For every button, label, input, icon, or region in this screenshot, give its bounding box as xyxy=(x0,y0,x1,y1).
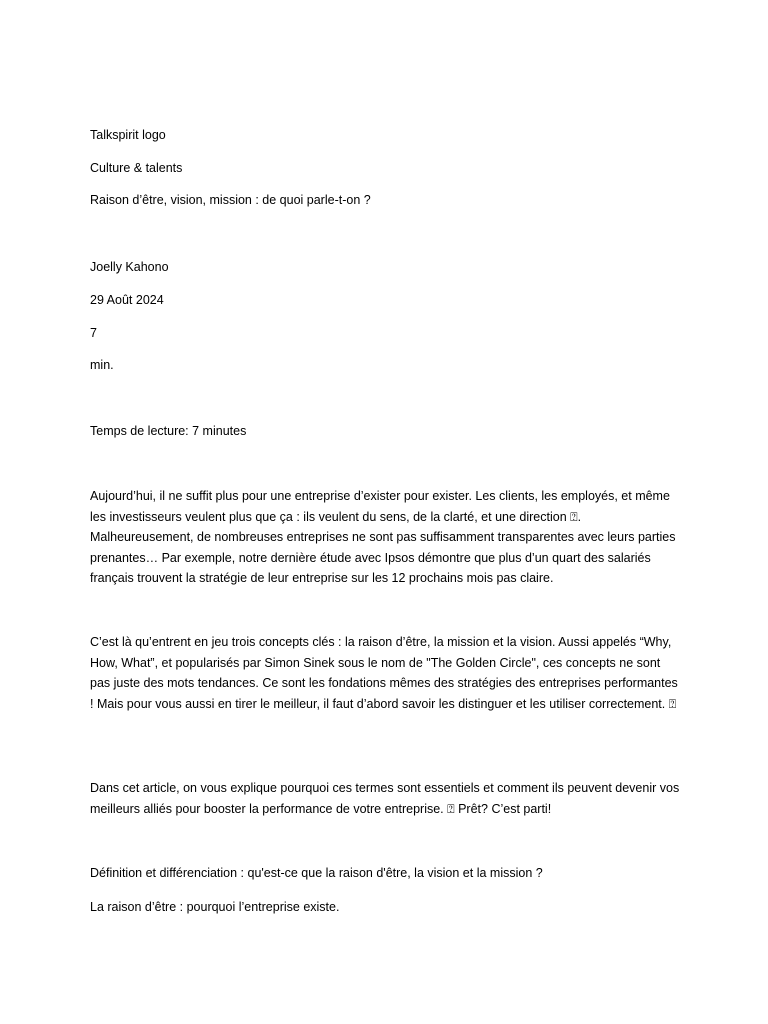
article-title: Raison d’être, vision, mission : de quoi parle-t-on ? xyxy=(90,193,371,207)
author-name: Joelly Kahono xyxy=(90,260,169,274)
publish-date: 29 Août 2024 xyxy=(90,293,164,307)
category-label: Culture & talents xyxy=(90,161,183,175)
reading-time: Temps de lecture: 7 minutes xyxy=(90,424,247,438)
section-heading: Définition et différenciation : qu'est-ce que la raison d'être, la vision et la mission ? xyxy=(90,866,543,880)
concepts-paragraph: C’est là qu’entrent en jeu trois concepts clés : la raison d’être, la mission et la vision. Aussi appelés “Why, How, What”, et popularisés par Simon Sinek sous le nom de "The Golden Circle", ces concepts ne sont pas juste des mots tendances. Ce sont les fondations mêmes des stratégies des entreprises performantes ! Mais pour vous aussi en tirer le meilleur, il faut d’abord savoir les distinguer et les utiliser correctement. ⍰ xyxy=(90,635,678,711)
article-intro-paragraph: Dans cet article, on vous explique pourquoi ces termes sont essentiels et comment ils peuvent devenir vos meilleurs alliés pour booster la performance de votre entreprise. ⍰ Prêt? C’est parti! xyxy=(90,781,680,816)
intro-paragraph: Aujourd’hui, il ne suffit plus pour une entreprise d’exister pour exister. Les clients, les employés, et même les investisseurs veulent plus que ça : ils veulent du sens, de la clarté, et une direction ⍰. Malheureusement, de nombreuses entreprises ne sont pas suffisamment transparentes avec leurs parties prenantes… Par exemple, notre dernière étude avec Ipsos démontre que plus d’un quart des salariés français trouvent la stratégie de leur entreprise sur les 12 prochains mois pas claire. xyxy=(90,489,676,585)
read-time-number: 7 xyxy=(90,326,97,340)
read-time-unit: min. xyxy=(90,358,114,372)
subheading: La raison d’être : pourquoi l’entreprise existe. xyxy=(90,900,340,914)
logo-alt-text: Talkspirit logo xyxy=(90,128,166,142)
